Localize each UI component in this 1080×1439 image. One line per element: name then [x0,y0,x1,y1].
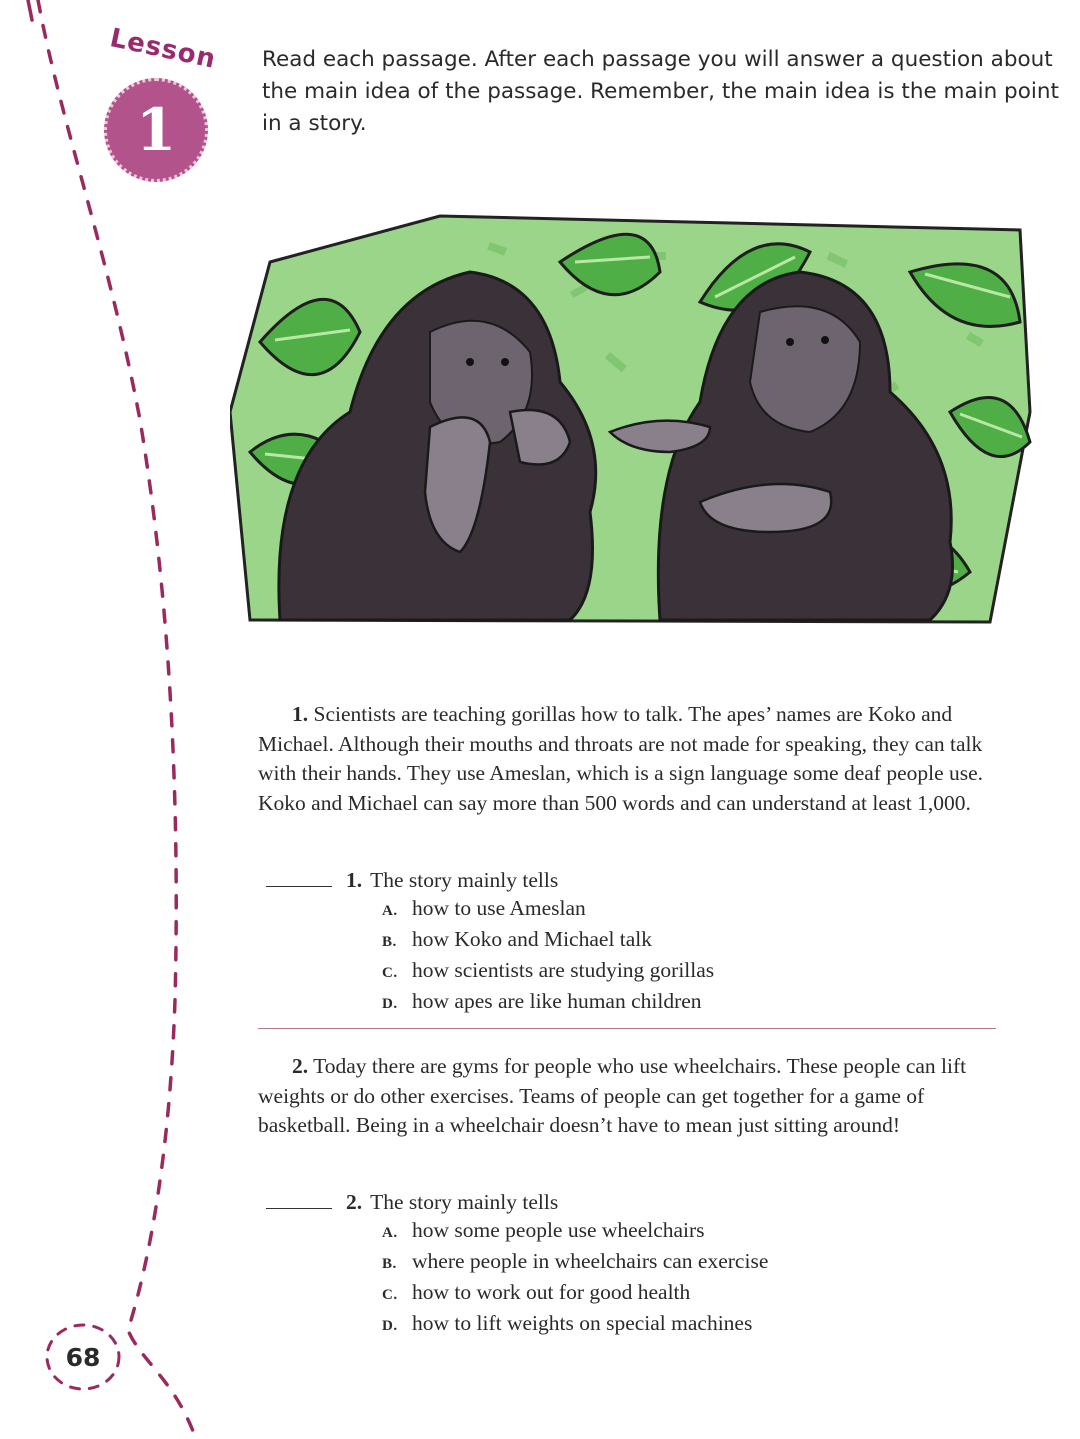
lesson-number: 1 [135,96,177,164]
question-2-number: 2. [346,1190,363,1214]
passage-2-number: 2. [292,1054,309,1078]
choice-2a[interactable]: A. how some people use wheelchairs [382,1218,705,1242]
choice-1c[interactable]: C. how scientists are studying gorillas [382,958,715,982]
instructions-text: Read each passage. After each passage you will answer a question about the main idea of the passage. Remember, the main idea is the main point in a story. [262,47,1059,136]
lesson-label: Lesson [107,23,219,75]
passage-1 [258,700,998,818]
choice-2c[interactable]: C. how to work out for good health [382,1280,691,1304]
choice-2b[interactable]: B. where people in wheelchairs can exercise [382,1249,769,1273]
question-1-choices [266,894,986,1018]
page-number: 68 [65,1342,101,1372]
choice-1a[interactable]: A. how to use Ameslan [382,896,586,920]
choice-2d[interactable]: D. how to lift weights on special machines [382,1311,753,1335]
question-2-stem: The story mainly tells [370,1190,559,1214]
question-1 [266,866,986,1018]
dashed-margin-curve [0,0,260,1439]
passage-2 [258,1052,998,1141]
question-1-stem: The story mainly tells [370,868,559,892]
gorilla-illustration [230,212,1036,628]
section-divider [258,1028,996,1029]
choice-1b[interactable]: B. how Koko and Michael talk [382,927,653,951]
answer-blank-1[interactable] [266,868,332,887]
passage-2-text: Today there are gyms for people who use wheelchairs. These people can lift weights or do other exercises. Teams of people can get together for a game of basketball. Being in a wheelchair doesn’t have to mean just sitting around! [258,1054,967,1138]
lesson-number-circle [104,78,208,182]
answer-blank-2[interactable] [266,1190,332,1209]
passage-1-number: 1. [292,702,309,726]
question-1-number: 1. [346,868,363,892]
passage-1-text: Scientists are teaching gorillas how to talk. The apes’ names are Koko and Michael. Although their mouths and throats are not made for speaking, they can talk with their hands. They use Ameslan, which is a sign language some deaf people use. Koko and Michael can say more than 500 words and can understand at least 1,000. [258,702,984,815]
page-number-badge [40,1318,126,1396]
question-2 [266,1188,986,1340]
lesson-badge [78,20,238,170]
choice-1d[interactable]: D. how apes are like human children [382,989,702,1013]
question-2-choices [266,1216,986,1340]
